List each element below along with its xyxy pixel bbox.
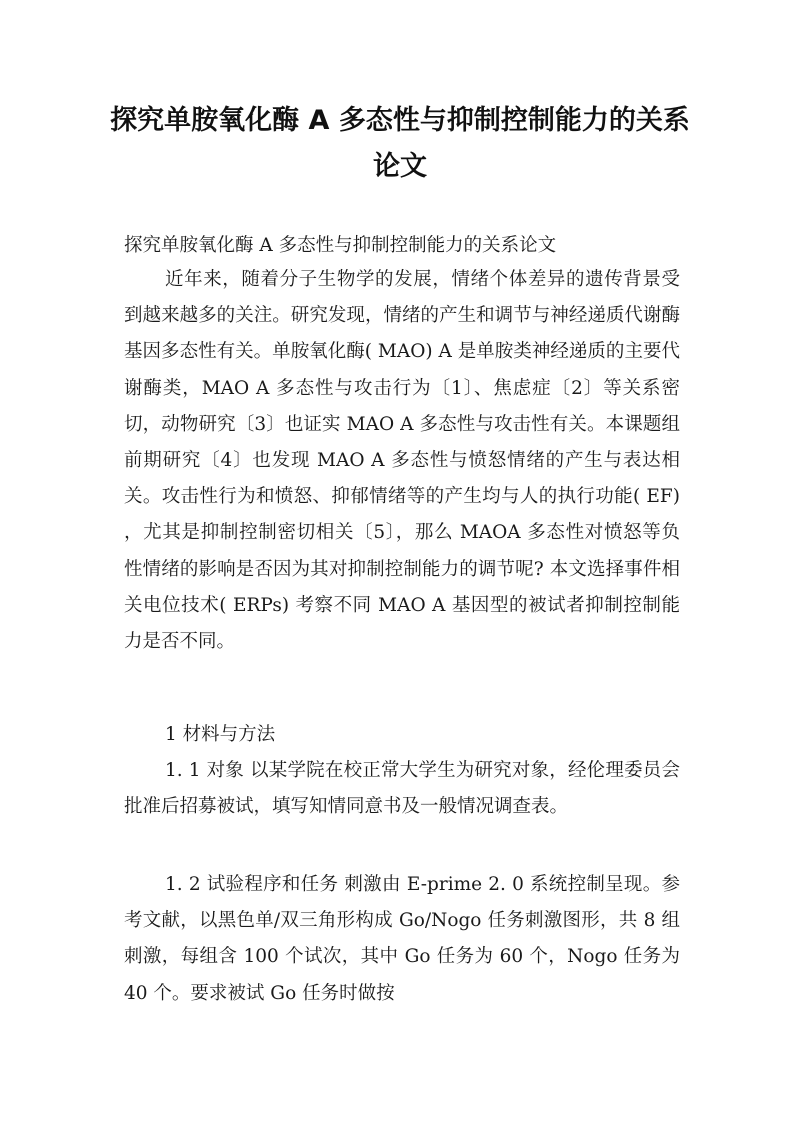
document-title: 探究单胺氧化酶 A 多态性与抑制控制能力的关系论文 [110,105,690,182]
section-1-1-paragraph: 1. 1 对象 以某学院在校正常大学生为研究对象，经伦理委员会批准后招募被试，填写知情同意书及一般情况调查表。 [124,760,680,818]
intro-paragraph: 近年来，随着分子生物学的发展，情绪个体差异的遗传背景受到越来越多的关注。研究发现，情绪的产生和调节与神经递质代谢酶基因多态性有关。单胺氧化酶( MAO) A 是单胺类神经递质的主要代谢酶类，MAO A 多态性与攻击行为〔1〕、焦虑症〔2〕等关系密切，动物研究〔3〕也证实 MAO A 多态性与攻击性有关。本课题组前期研究〔4〕也发现 MAO A 多态性与愤怒情绪的产生与表达相关。攻击性行为和愤怒、抑郁情绪等的产生均与人的执行功能( EF) ，尤其是抑制控制密切相关〔5〕，那么 MAOA 多态性对愤怒等负性情绪的影响是否因为其对抑制控制能力的调节呢? 本文选择事件相关电位技术( ERPs) 考察不同 MAO A 基因型的被试者抑制控制能力是否不同。 [124,269,680,653]
section-heading-materials-methods: 1 材料与方法 [165,724,276,745]
document-subtitle: 探究单胺氧化酶 A 多态性与抑制控制能力的关系论文 [124,235,557,256]
section-1-2-paragraph: 1. 2 试验程序和任务 刺激由 E-prime 2. 0 系统控制呈现。参考文献，以黑色单/双三角形构成 Go/Nogo 任务刺激图形，共 8 组刺激，每组含 100 个试次，其中 Go 任务为 60 个，Nogo 任务为 40 个。要求被试 Go 任务时做按 [124,874,680,1004]
